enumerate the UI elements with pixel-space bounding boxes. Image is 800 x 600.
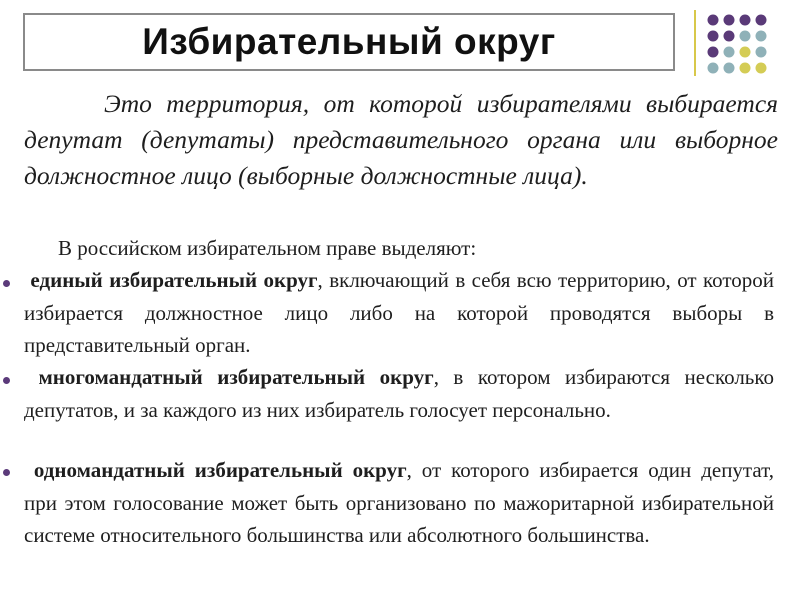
list-item-text: , включающий в себя всю территорию, от которой избирается должностное лицо либо на которой проводятся выборы в представительный орган. <box>24 268 775 357</box>
list-item-single-member-district <box>24 454 774 552</box>
list-item-term: многомандатный избирательный округ <box>38 365 434 389</box>
decorative-dot <box>740 63 751 74</box>
list-item-single-district <box>24 264 774 362</box>
intro-text: В российском избирательном праве выделяют: <box>58 236 477 260</box>
decorative-dot <box>708 31 719 42</box>
decorative-dot <box>708 47 719 58</box>
decorative-dot <box>708 63 719 74</box>
title-frame <box>23 13 675 71</box>
definition-text: Это территория, от которой избирателями выбирается депутат (депутаты) представительного органа или выборное должностное лицо (выборные должностные лица). <box>24 89 778 190</box>
list-item-text: , в котором избираются несколько депутатов, и за каждого из них избиратель голосует персонально. <box>24 365 775 422</box>
list-item-text: , от которого избирается один депутат, при этом голосование может быть организовано по мажоритарной избирательной системе относительного большинства или абсолютного большинства. <box>24 458 774 547</box>
decorative-dot <box>756 15 767 26</box>
bullet-icon <box>3 280 10 287</box>
list-item-term: единый избирательный округ <box>30 268 318 292</box>
title-divider <box>694 10 696 76</box>
decorative-dot <box>724 47 735 58</box>
list-item-multi-member-district <box>24 361 774 426</box>
list-item-term: одномандатный избирательный округ <box>33 458 407 482</box>
bullet-icon <box>3 469 10 476</box>
decorative-dot <box>740 31 751 42</box>
decorative-dot <box>740 47 751 58</box>
decorative-dot <box>756 63 767 74</box>
slide-title: Избирательный округ <box>142 21 556 62</box>
decorative-dot <box>708 15 719 26</box>
decorative-dot <box>756 47 767 58</box>
decorative-dot <box>740 15 751 26</box>
decorative-dot <box>756 31 767 42</box>
bullet-icon <box>3 377 10 384</box>
dot-grid-icon <box>706 13 786 77</box>
decorative-dot <box>724 63 735 74</box>
decorative-dot <box>724 31 735 42</box>
decorative-dot <box>724 15 735 26</box>
